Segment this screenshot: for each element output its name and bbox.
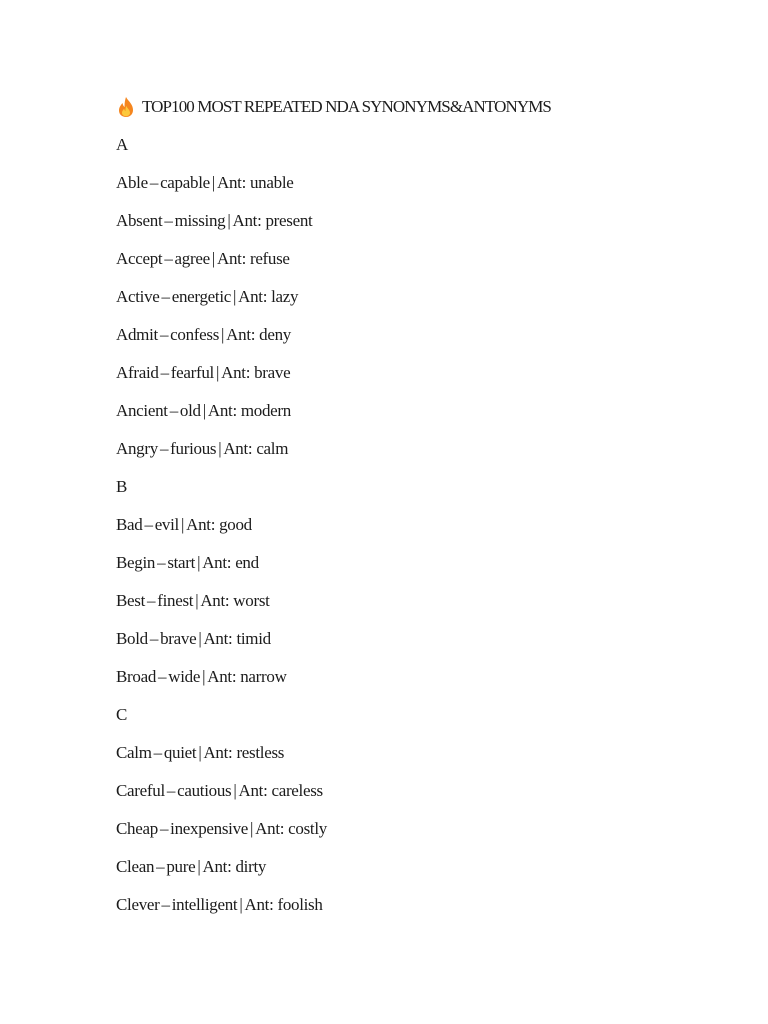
antonym-prefix: Ant: xyxy=(203,629,233,648)
entry-synonym: capable xyxy=(160,173,210,192)
entry-antonym: present xyxy=(265,211,313,230)
entry-synonym: finest xyxy=(157,591,194,610)
entry-separator: | xyxy=(195,591,199,610)
entry-synonym: confess xyxy=(170,325,220,344)
entry-word: Absent xyxy=(116,211,163,230)
entry-antonym: unable xyxy=(249,173,294,192)
entry-word: Begin xyxy=(116,553,156,572)
entry-antonym: narrow xyxy=(240,667,287,686)
entry-separator: | xyxy=(221,325,225,344)
word-entry xyxy=(116,627,716,665)
antonym-prefix: Ant: xyxy=(244,895,274,914)
entry-antonym: foolish xyxy=(277,895,323,914)
antonym-prefix: Ant: xyxy=(232,211,262,230)
entry-separator: | xyxy=(215,363,220,382)
antonym-prefix: Ant: xyxy=(216,173,247,192)
entry-separator: | xyxy=(197,857,201,876)
word-entry xyxy=(116,209,716,247)
page-title-text: TOP100 MOST REPEATED NDA SYNONYMS&ANTONYMS xyxy=(142,97,551,116)
antonym-prefix: Ant: xyxy=(202,553,232,572)
antonym-prefix: Ant: xyxy=(203,743,233,762)
entry-word: Active xyxy=(116,287,160,306)
entry-word: Ancient xyxy=(116,401,168,420)
fire-icon xyxy=(116,96,136,118)
entry-antonym: end xyxy=(235,553,259,572)
entry-word: Calm xyxy=(116,743,152,762)
entry-antonym: timid xyxy=(236,629,271,648)
antonym-prefix: Ant: xyxy=(200,591,230,610)
entry-separator: | xyxy=(211,173,215,192)
entry-dash: – xyxy=(159,819,169,838)
entry-dash: – xyxy=(149,173,159,192)
entry-synonym: inexpensive xyxy=(170,819,249,838)
entry-word: Angry xyxy=(116,439,158,458)
entry-word: Best xyxy=(116,591,146,610)
entry-dash: – xyxy=(157,553,166,572)
entry-dash: – xyxy=(147,591,156,610)
entry-separator: | xyxy=(239,895,243,914)
entry-synonym: cautious xyxy=(177,781,232,800)
antonym-prefix: Ant: xyxy=(255,819,285,838)
entry-synonym: intelligent xyxy=(171,895,238,914)
entry-antonym: calm xyxy=(256,439,289,458)
entry-dash: – xyxy=(166,781,176,800)
entry-antonym: costly xyxy=(288,819,327,838)
entry-word: Admit xyxy=(116,325,158,344)
entry-separator: | xyxy=(211,249,215,268)
entry-dash: – xyxy=(161,287,170,306)
entry-synonym: fearful xyxy=(170,363,214,382)
entry-dash: – xyxy=(144,515,153,534)
entry-antonym: worst xyxy=(233,591,270,610)
entry-antonym: careless xyxy=(271,781,323,800)
entry-synonym: evil xyxy=(154,515,179,534)
antonym-prefix: Ant: xyxy=(221,363,251,382)
entry-dash: – xyxy=(149,629,159,648)
entry-word: Accept xyxy=(116,249,163,268)
word-entry xyxy=(116,171,716,209)
entry-antonym: deny xyxy=(259,325,291,344)
entry-antonym: brave xyxy=(254,363,291,382)
entry-dash: – xyxy=(160,363,169,382)
entry-synonym: start xyxy=(167,553,196,572)
entry-dash: – xyxy=(158,667,167,686)
entry-synonym: wide xyxy=(168,667,201,686)
entry-dash: – xyxy=(161,895,170,914)
antonym-prefix: Ant: xyxy=(186,515,216,534)
entry-separator: | xyxy=(227,211,231,230)
word-entry xyxy=(116,817,716,855)
word-entry xyxy=(116,513,716,551)
entry-synonym: missing xyxy=(174,211,226,230)
entry-antonym: restless xyxy=(236,743,285,762)
antonym-prefix: Ant: xyxy=(223,439,253,458)
entry-synonym: furious xyxy=(170,439,217,458)
section-letter: B xyxy=(116,477,128,496)
entry-synonym: old xyxy=(179,401,201,420)
entry-word: Broad xyxy=(116,667,157,686)
entry-synonym: energetic xyxy=(171,287,232,306)
entry-separator: | xyxy=(233,287,237,306)
word-entry xyxy=(116,741,716,779)
entry-word: Afraid xyxy=(116,363,159,382)
antonym-prefix: Ant: xyxy=(238,287,268,306)
word-entry xyxy=(116,779,716,817)
word-entry xyxy=(116,551,716,589)
entry-separator: | xyxy=(197,553,201,572)
entry-synonym: pure xyxy=(166,857,196,876)
entry-synonym: quiet xyxy=(163,743,197,762)
entry-synonym: brave xyxy=(160,629,197,648)
entry-antonym: dirty xyxy=(235,857,267,876)
word-entry xyxy=(116,399,716,437)
entry-synonym: agree xyxy=(174,249,210,268)
word-entry xyxy=(116,855,716,893)
entry-word: Able xyxy=(116,173,148,192)
section-letter: A xyxy=(116,135,128,154)
entry-separator: | xyxy=(202,401,206,420)
entry-antonym: modern xyxy=(240,401,291,420)
word-entry xyxy=(116,247,716,285)
word-entry xyxy=(116,323,716,361)
entry-separator: | xyxy=(218,439,222,458)
antonym-prefix: Ant: xyxy=(238,781,268,800)
word-entry xyxy=(116,437,716,475)
entry-separator: | xyxy=(202,667,206,686)
entry-dash: – xyxy=(153,743,162,762)
entry-separator: | xyxy=(233,781,237,800)
entry-word: Clever xyxy=(116,895,160,914)
entry-dash: – xyxy=(169,401,178,420)
entry-word: Cheap xyxy=(116,819,158,838)
antonym-prefix: Ant: xyxy=(202,857,232,876)
page-title xyxy=(116,94,551,120)
entry-word: Bold xyxy=(116,629,148,648)
word-entry xyxy=(116,285,716,323)
entry-separator: | xyxy=(250,819,254,838)
entry-dash: – xyxy=(164,211,173,230)
entry-dash: – xyxy=(156,857,165,876)
antonym-prefix: Ant: xyxy=(207,401,237,420)
word-entry xyxy=(116,361,716,399)
section-letter: C xyxy=(116,705,128,724)
entry-antonym: refuse xyxy=(249,249,290,268)
word-entry xyxy=(116,589,716,627)
entry-dash: – xyxy=(159,325,169,344)
entry-word: Bad xyxy=(116,515,143,534)
entry-dash: – xyxy=(164,249,173,268)
antonym-prefix: Ant: xyxy=(216,249,246,268)
entry-antonym: lazy xyxy=(271,287,299,306)
entry-dash: – xyxy=(159,439,169,458)
entry-separator: | xyxy=(198,629,202,648)
antonym-prefix: Ant: xyxy=(207,667,237,686)
word-entry xyxy=(116,893,716,931)
entry-separator: | xyxy=(198,743,202,762)
entry-separator: | xyxy=(180,515,185,534)
word-list xyxy=(116,133,716,931)
antonym-prefix: Ant: xyxy=(226,325,256,344)
entry-antonym: good xyxy=(219,515,252,534)
word-entry xyxy=(116,665,716,703)
entry-word: Careful xyxy=(116,781,165,800)
entry-word: Clean xyxy=(116,857,155,876)
